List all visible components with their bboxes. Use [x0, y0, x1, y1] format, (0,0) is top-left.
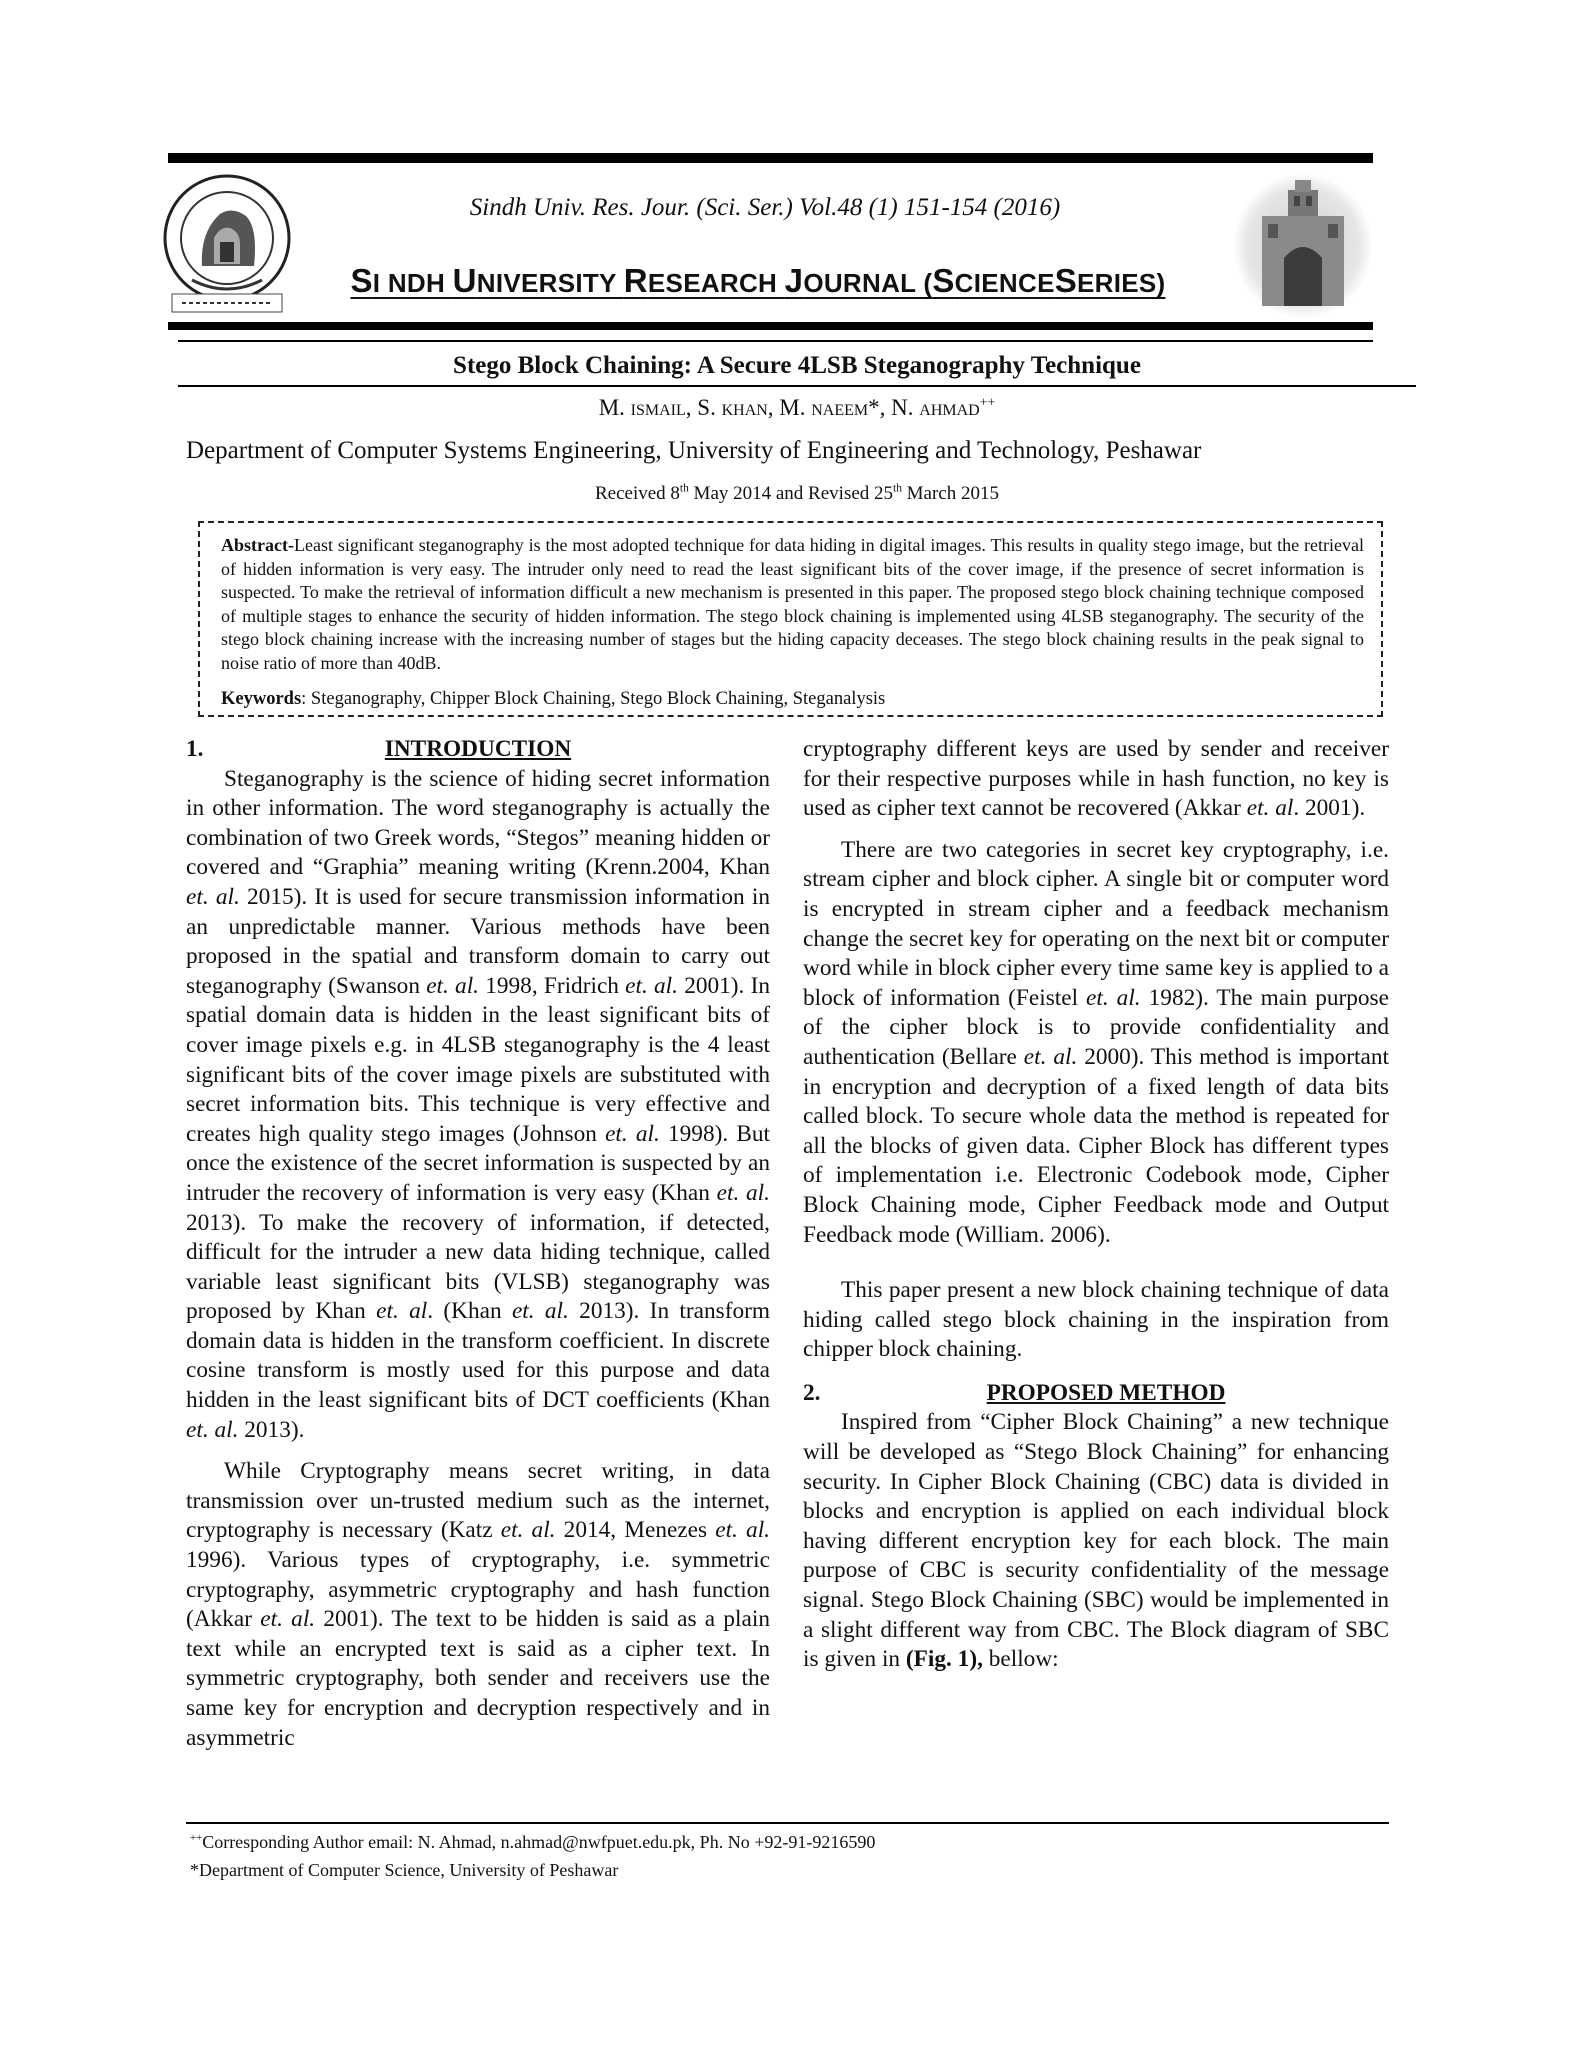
- author-list: [178, 395, 1416, 421]
- intro-paragraph-3: There are two categories in secret key cryptography, i.e. stream cipher and block cipher. A single bit or computer word is encrypted in stream cipher and a feedback mechanism change the secret key for operating on the next bit or computer word while in block cipher every time same key is applied to a block of information (Feistel et. al. 1982). The main purpose of the cipher block is to provide confidentiality and authentication (Bellare et. al. 2000). This method is important in encryption and decryption of a fixed length of data bits called block. To secure whole data the method is repeated for all the blocks of given data. Cipher Block has different types of implementation i.e. Electronic Codebook mode, Cipher Block Chaining mode, Cipher Feedback mode and Output Feedback mode (William. 2006).: [803, 836, 1389, 1248]
- journal-name-rest: ESEARCH: [647, 268, 785, 298]
- journal-name: [345, 262, 1171, 300]
- author-name: N. ahmad: [891, 395, 980, 420]
- paper-title: Stego Block Chaining: A Secure 4LSB Steganography Technique: [453, 352, 1141, 379]
- header-top-rule: [168, 153, 1373, 163]
- keywords-list: : Steganography, Chipper Block Chaining, Stego Block Chaining, Steganalysis: [301, 689, 886, 709]
- keywords-label: Keywords: [221, 689, 302, 709]
- section-title: INTRODUCTION: [384, 736, 572, 762]
- journal-name-rest: ERIES): [1077, 268, 1166, 298]
- section-number: 2.: [803, 1379, 821, 1406]
- journal-name-rest: I NDH: [372, 268, 453, 298]
- abstract-label: Abstract-: [221, 535, 294, 555]
- title-underline-rule: [178, 385, 1416, 387]
- journal-reference: Sindh Univ. Res. Jour. (Sci. Ser.) Vol.48 (1) 151-154 (2016): [469, 194, 1061, 221]
- section-heading-proposed-method: [803, 1379, 1389, 1409]
- journal-name-rest: OURNAL (: [803, 268, 933, 298]
- section-number: 1.: [186, 736, 204, 762]
- abstract: [221, 534, 1364, 675]
- left-column: [186, 735, 770, 1753]
- author-name: M. naeem*,: [779, 395, 892, 420]
- section-title: PROPOSED METHOD: [986, 1379, 1226, 1406]
- intro-paragraph-2: While Cryptography means secret writing, in data transmission over un-trusted medium such as the internet, cryptography is necessary (Katz et. al. 2014, Menezes et. al. 1996). Various types of cryptography, i.e. symmetric cryptography, asymmetric cryptography and hash function (Akkar et. al. 2001). The text to be hidden is said as a plain text while an encrypted text is said as a cipher text. In symmetric cryptography, both sender and receivers use the same key for encryption and decryption respectively and in asymmetric: [186, 1458, 770, 1751]
- journal-name-capital: S: [1054, 262, 1078, 299]
- university-seal-logo: [162, 172, 292, 317]
- method-paragraph-1: Inspired from “Cipher Block Chaining” a new technique will be developed as “Stego Block Chaining” for enhancing security. In Cipher Block Chaining (CBC) data is divided in blocks and encryption is applied on each individual block having different encryption key for each block. The main purpose of CBC is security confidentiality of the message signal. Stego Block Chaining (SBC) would be implemented in a slight different way from CBC. The Block diagram of SBC is given in (Fig. 1), bellow:: [803, 1409, 1389, 1673]
- corresponding-author-footnote: ++Corresponding Author email: N. Ahmad, n.ahmad@nwfpuet.edu.pk, Ph. No +92-91-9216590: [190, 1832, 876, 1852]
- journal-name-rest: CIENCE: [954, 268, 1055, 298]
- intro-paragraph-4: This paper present a new block chaining technique of data hiding called stego block chaining in the inspiration from chipper block chaining.: [803, 1277, 1389, 1363]
- author-mark: ++: [979, 394, 996, 410]
- received-revised-dates: Received 8th May 2014 and Revised 25th March 2015: [594, 482, 999, 504]
- section-heading-introduction: [186, 735, 770, 765]
- journal-name-capital: J: [784, 262, 804, 299]
- abstract-text: Least significant steganography is the most adopted technique for data hiding in digital images. This results in quality stego image, but the retrieval of hidden information is very easy. The intruder only need to read the least significant bits of the cover image, if the presence of secret information is suspected. To make the retrieval of information difficult a new mechanism is presented in this paper. The proposed stego block chaining technique composed of multiple stages to enhance the security of hidden information. The stego block chaining is implemented using 4LSB steganography. The security of the stego block chaining increase with the increasing number of stages but the hiding capacity deceases. The stego block chaining results in the peak signal to noise ratio of more than 40dB.: [221, 535, 1364, 673]
- journal-name-capital: U: [452, 262, 477, 299]
- header-thin-rule: [178, 340, 1373, 342]
- header-bottom-rule: [168, 322, 1373, 330]
- journal-name-rest: NIVERSITY: [476, 268, 624, 298]
- author-affiliation: Department of Computer Systems Engineering, University of Engineering and Technology, Peshawar: [186, 437, 1202, 464]
- right-column: [803, 735, 1389, 1675]
- intro-paragraph-1: Steganography is the science of hiding secret information in other information. The word steganography is actually the combination of two Greek words, “Stegos” meaning hidden or covered and “Graphia” meaning writing (Krenn.2004, Khan et. al. 2015). It is used for secure transmission information in an unpredictable manner. Various methods have been proposed in the spatial and transform domain to carry out steganography (Swanson et. al. 1998, Fridrich et. al. 2001). In spatial domain data is hidden in the least significant bits of cover image pixels e.g. in 4LSB steganography is the 4 least significant bits of the cover image pixels are substituted with secret information bits. This technique is very effective and creates high quality stego images (Johnson et. al. 1998). But once the existence of the secret information is suspected by an intruder the recovery of information is very easy (Khan et. al. 2013). To make the recovery of information, if detected, difficult for the intruder a new data hiding technique, called variable least significant bits (VLSB) steganography was proposed by Khan et. al. (Khan et. al. 2013). In transform domain data is hidden in the transform coefficient. In discrete cosine transform is mostly used for this purpose and data hidden in the least significant bits of DCT coefficients (Khan et. al. 2013).: [186, 765, 770, 1443]
- university-gate-image: [1232, 172, 1374, 320]
- keywords: [221, 689, 1364, 710]
- department-footnote: *Department of Computer Science, University of Peshawar: [190, 1860, 619, 1880]
- journal-name-capital: R: [623, 262, 648, 299]
- author-name: M. ismail,: [598, 395, 698, 420]
- journal-name-capital: S: [932, 262, 955, 299]
- intro-paragraph-2-continued: cryptography different keys are used by sender and receiver for their respective purposes while in hash function, no key is used as cipher text cannot be recovered (Akkar et. al. 2001).: [803, 736, 1389, 822]
- footnote-rule: [186, 1822, 1389, 1824]
- author-name: S. khan,: [697, 395, 780, 420]
- journal-name-capital: S: [350, 262, 373, 299]
